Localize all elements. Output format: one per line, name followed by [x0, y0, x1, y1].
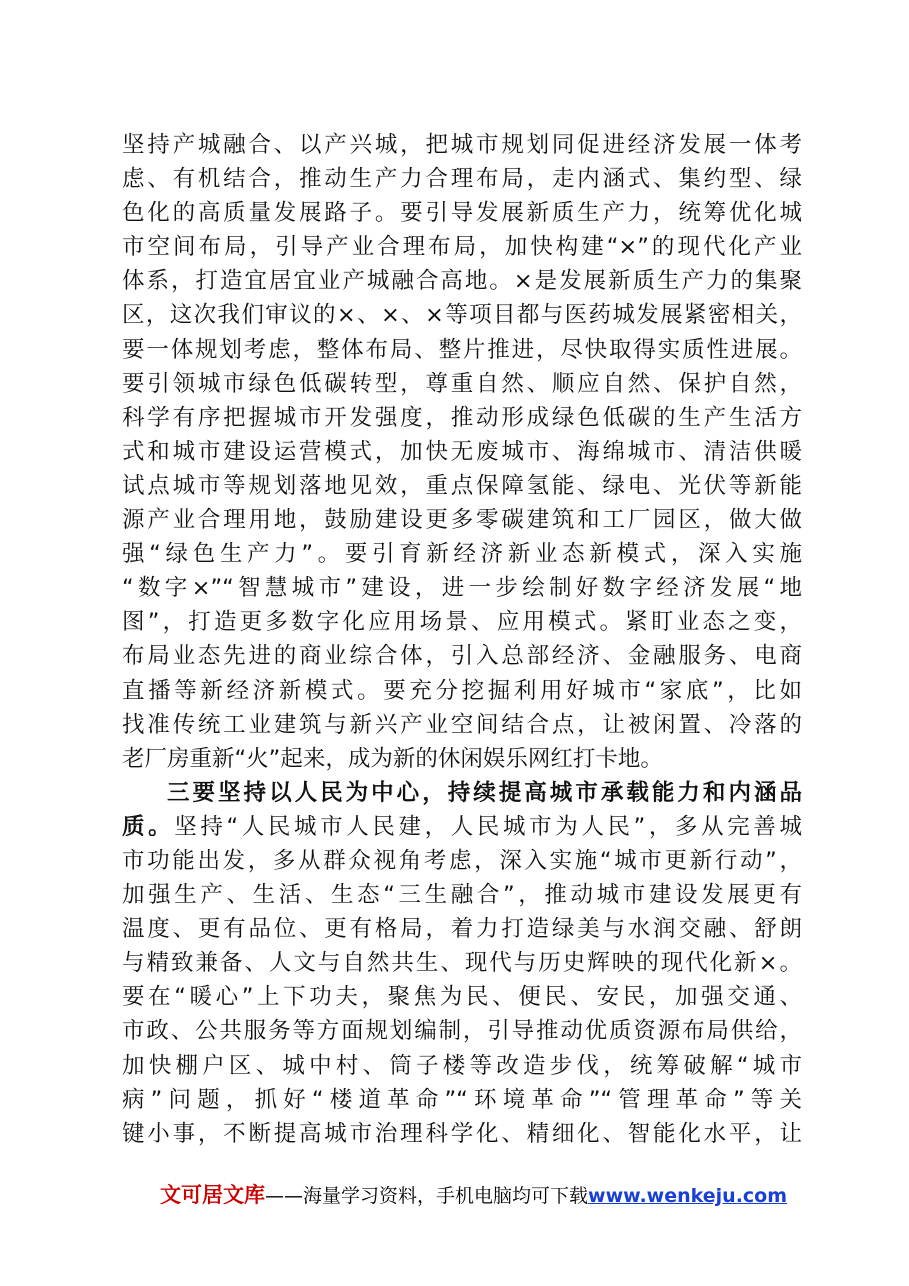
bold-heading-tail: 质。 [122, 813, 175, 840]
text-line: 市空间布局，引导产业合理布局，加快构建“×”的现代化产业 [122, 234, 802, 261]
text-line: 要在“暖心”上下功夫，聚焦为民、便民、安民，加强交通、 [122, 984, 802, 1011]
text-line: 图”，打造更多数字化应用场景、应用模式。紧盯业态之变， [122, 609, 802, 636]
text-line: 老厂房重新“火”起来，成为新的休闲娱乐网红打卡地。 [122, 745, 663, 772]
text-line: 加强生产、生活、生态“三生融合”，推动城市建设发展更有 [122, 882, 802, 909]
text-line: 虑、有机结合，推动生产力合理布局，走内涵式、集约型、绿 [122, 166, 802, 193]
footer-website-link[interactable]: www.wenkeju.com [588, 1185, 788, 1207]
text-line: 色化的高质量发展路子。要引导发展新质生产力，统筹优化城 [122, 200, 802, 227]
body-text [122, 128, 802, 1151]
footer-brand: 文可居文库 [160, 1183, 265, 1207]
text-line: 式和城市建设运营模式，加快无废城市、海绵城市、清洁供暖 [122, 438, 802, 465]
text-line: 与精致兼备、人文与自然共生、现代与历史辉映的现代化新×。 [122, 950, 802, 977]
text-line: 体系，打造宜居宜业产城融合高地。×是发展新质生产力的集聚 [122, 268, 802, 295]
text-line: 科学有序把握城市开发强度，推动形成绿色低碳的生产生活方 [122, 404, 802, 431]
text-line: 布局业态先进的商业综合体，引入总部经济、金融服务、电商 [122, 643, 802, 670]
footer-banner [160, 1183, 810, 1208]
text-line: 市政、公共服务等方面规划编制，引导推动优质资源布局供给， [122, 1018, 802, 1045]
text-line: 三要坚持以人民为中心，持续提高城市承载能力和内涵品 [167, 779, 802, 806]
text-line: 要引领城市绿色低碳转型，尊重自然、顺应自然、保护自然， [122, 370, 802, 397]
text-line: 坚持产城融合、以产兴城，把城市规划同促进经济发展一体考 [122, 132, 802, 158]
footer-slogan: ——海量学习资料，手机电脑均可下载 [265, 1185, 589, 1207]
text-line: 键小事，不断提高城市治理科学化、精细化、智能化水平，让 [122, 1120, 802, 1147]
text-line: 强“绿色生产力”。要引育新经济新业态新模式，深入实施 [122, 541, 802, 568]
text-line: 找准传统工业建筑与新兴产业空间结合点，让被闲置、冷落的 [122, 711, 802, 738]
text-line: 试点城市等规划落地见效，重点保障氢能、绿电、光伏等新能 [122, 472, 802, 499]
text-line: 温度、更有品位、更有格局，着力打造绿美与水润交融、舒朗 [122, 916, 802, 943]
text-line: 源产业合理用地，鼓励建设更多零碳建筑和工厂园区，做大做 [122, 507, 802, 534]
text-line: 市功能出发，多从群众视角考虑，深入实施“城市更新行动”， [122, 847, 802, 874]
text-line: 直播等新经济新模式。要充分挖掘利用好城市“家底”，比如 [122, 677, 802, 704]
text-line [122, 810, 802, 844]
text-line-rest: 坚持“人民城市人民建，人民城市为人民”，多从完善城 [174, 813, 802, 840]
text-line: 要一体规划考虑，整体布局、整片推进，尽快取得实质性进展。 [122, 336, 802, 363]
text-line: “数字×”“智慧城市”建设，进一步绘制好数字经济发展“地 [122, 575, 802, 602]
text-line: 加快棚户区、城中村、筒子楼等改造步伐，统筹破解“城市 [122, 1052, 802, 1079]
text-line: 病”问题，抓好“楼道革命”“环境革命”“管理革命”等关 [122, 1086, 802, 1113]
text-line: 区，这次我们审议的×、×、×等项目都与医药城发展紧密相关， [122, 302, 802, 329]
